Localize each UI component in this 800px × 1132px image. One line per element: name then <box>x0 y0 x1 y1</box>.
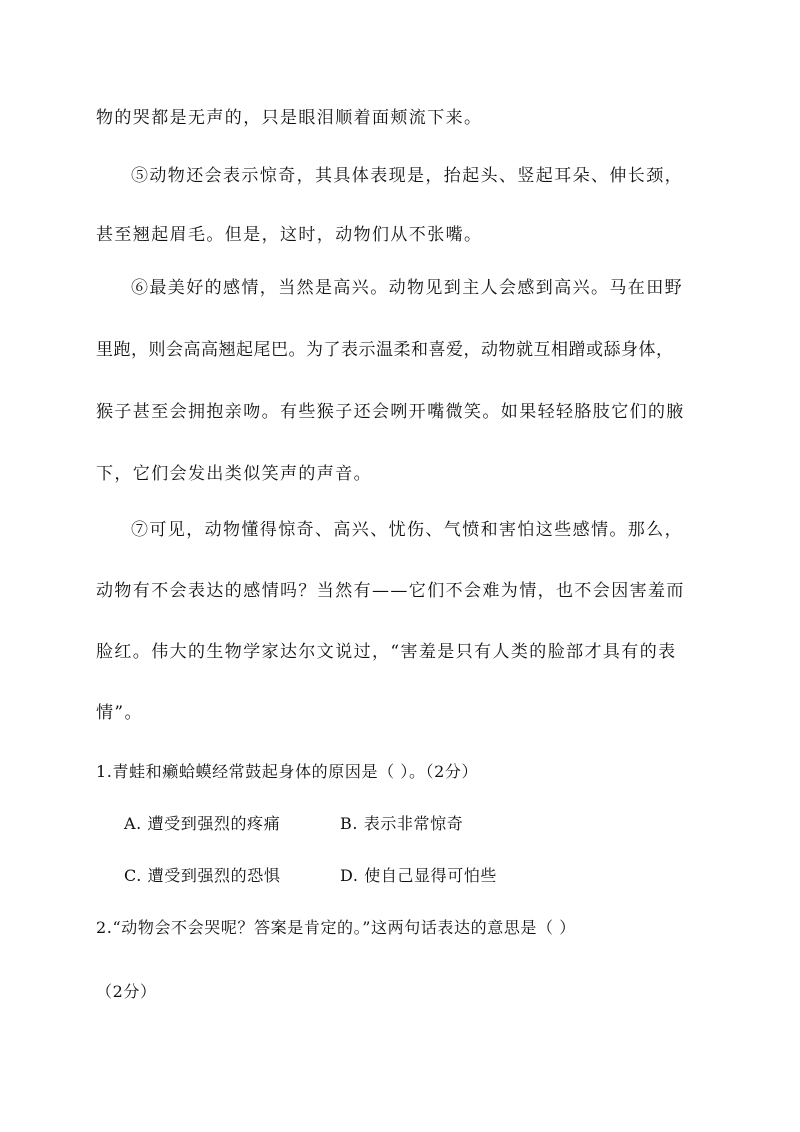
passage-paragraph-7-line-4: 情”。 <box>96 703 143 723</box>
passage-paragraph-5-line-2: 甚至翘起眉毛。但是，这时，动物们从不张嘴。 <box>96 225 483 245</box>
passage-paragraph-6-line-1: ⑥最美好的感情，当然是高兴。动物见到主人会感到高兴。马在田野 <box>131 278 683 298</box>
passage-paragraph-7-line-2: 动物有不会表达的感情吗？当然有——它们不会难为情，也不会因害羞而 <box>96 581 685 601</box>
question-1-option-c: C. 遭受到强烈的恐惧 <box>124 866 281 885</box>
question-2-stem: 2.“动物会不会哭呢？答案是肯定的。”这两句话表达的意思是（ ） <box>96 918 576 937</box>
passage-paragraph-6-line-2: 里跑，则会高高翘起尾巴。为了表示温柔和喜爱，动物就互相蹭或舔身体， <box>96 340 674 360</box>
question-1-option-d: D. 使自己显得可怕些 <box>340 866 498 885</box>
question-2-score: （2分） <box>96 982 157 1001</box>
question-1-option-b: B. 表示非常惊奇 <box>340 814 464 833</box>
question-1-stem: 1.青蛙和癞蛤蟆经常鼓起身体的原因是（ ）。（2分） <box>96 762 479 781</box>
question-1-option-a: A. 遭受到强烈的疼痛 <box>124 814 281 833</box>
passage-paragraph-6-line-4: 下，它们会发出类似笑声的声音。 <box>96 464 372 484</box>
passage-paragraph-6-line-3: 猴子甚至会拥抱亲吻。有些猴子还会咧开嘴微笑。如果轻轻胳肢它们的腋 <box>96 402 685 422</box>
passage-paragraph-7-line-3: 脸红。伟大的生物学家达尔文说过，“害羞是只有人类的脸部才具有的表 <box>96 642 677 662</box>
passage-paragraph-5-line-1: ⑤动物还会表示惊奇，其具体表现是，抬起头、竖起耳朵、伸长颈， <box>131 166 683 186</box>
passage-paragraph-7-line-1: ⑦可见，动物懂得惊奇、高兴、忧伤、气愤和害怕这些感情。那么， <box>131 520 683 540</box>
passage-line-1: 物的哭都是无声的，只是眼泪顺着面颊流下来。 <box>96 108 483 128</box>
